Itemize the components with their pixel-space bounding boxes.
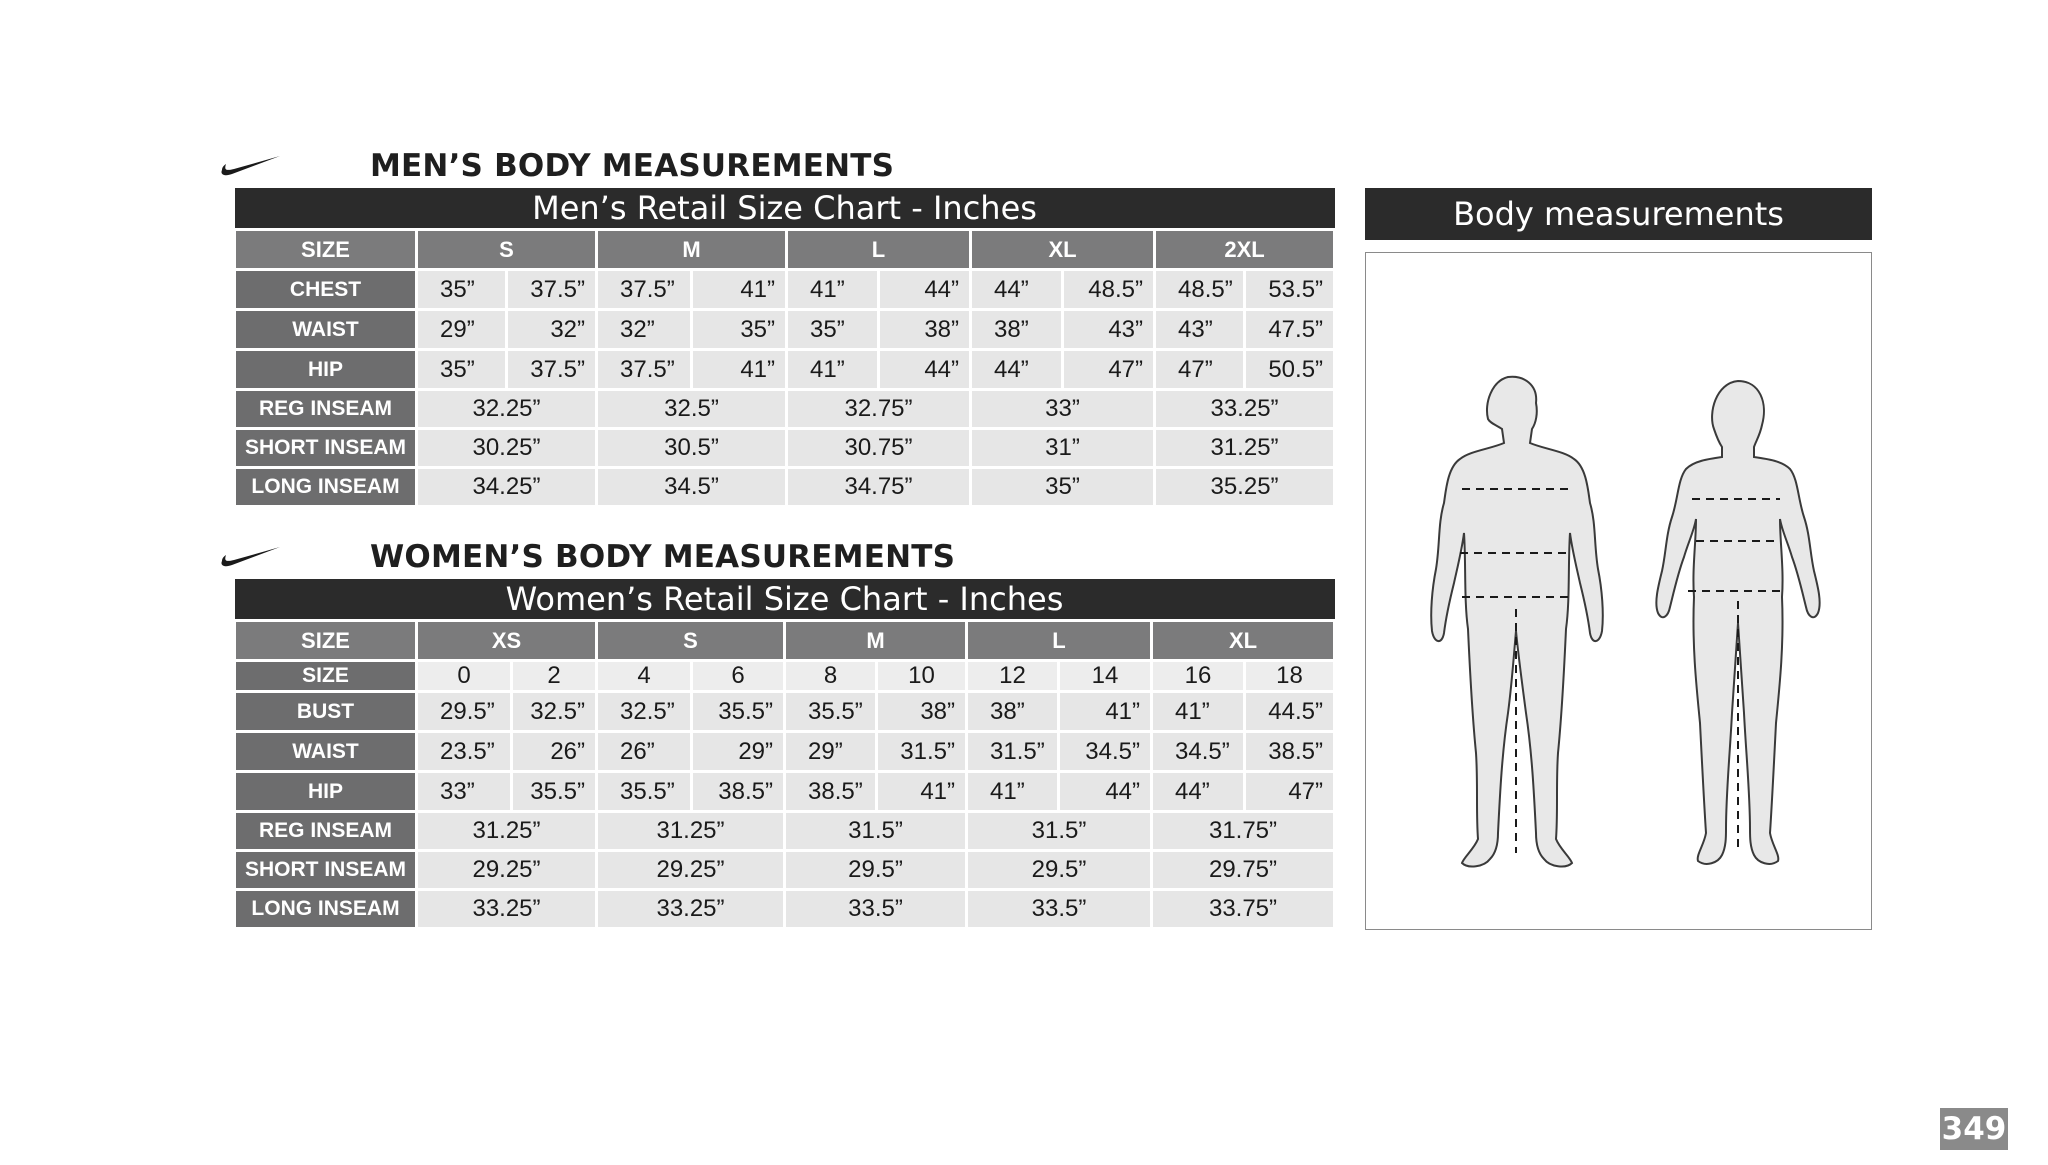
mens-measurement-cell: 34.25” <box>417 468 597 507</box>
mens-measurement-cell: 41” <box>692 350 787 390</box>
body-figures-box <box>1365 252 1872 930</box>
womens-measurement-cell: 41” <box>1059 692 1152 732</box>
mens-measurement-cell: 44” <box>971 350 1063 390</box>
body-figures-illustration <box>1366 253 1871 929</box>
womens-measurement-cell: 33.25” <box>597 890 785 929</box>
womens-measurement-cell: 38.5” <box>785 772 877 812</box>
womens-numeric-size: 14 <box>1059 661 1152 692</box>
mens-row-label: REG INSEAM <box>235 390 417 429</box>
womens-measurement-cell: 31.25” <box>597 812 785 851</box>
womens-measurement-cell: 32.5” <box>512 692 597 732</box>
mens-measurement-cell: 32.75” <box>787 390 971 429</box>
mens-size-label: SIZE <box>235 230 417 270</box>
page-number: 349 <box>1940 1108 2008 1150</box>
womens-measurement-cell: 26” <box>597 732 692 772</box>
mens-measurement-cell: 35” <box>417 270 507 310</box>
mens-measurement-cell: 41” <box>787 350 879 390</box>
mens-size-header: S <box>417 230 597 270</box>
mens-measurement-cell: 47” <box>1063 350 1155 390</box>
mens-measurement-cell: 41” <box>692 270 787 310</box>
womens-measurement-cell: 38.5” <box>692 772 785 812</box>
mens-measurement-cell: 30.75” <box>787 429 971 468</box>
womens-measurement-cell: 38” <box>877 692 967 732</box>
womens-measurement-cell: 34.5” <box>1152 732 1245 772</box>
womens-measurement-cell: 29” <box>785 732 877 772</box>
mens-row-label: LONG INSEAM <box>235 468 417 507</box>
womens-measurement-cell: 44” <box>1059 772 1152 812</box>
womens-numeric-size: 0 <box>417 661 512 692</box>
mens-measurement-cell: 35” <box>417 350 507 390</box>
womens-measurement-cell: 29.25” <box>417 851 597 890</box>
mens-section-heading <box>286 144 894 188</box>
womens-section-heading <box>286 535 955 579</box>
mens-measurement-cell: 37.5” <box>507 270 597 310</box>
mens-measurement-cell: 35” <box>787 310 879 350</box>
mens-measurement-cell: 37.5” <box>507 350 597 390</box>
womens-chart-title: Women’s Retail Size Chart - Inches <box>235 579 1335 621</box>
mens-measurement-cell: 32.5” <box>597 390 787 429</box>
mens-measurement-cell: 43” <box>1155 310 1245 350</box>
mens-measurement-cell: 47” <box>1155 350 1245 390</box>
womens-measurement-cell: 23.5” <box>417 732 512 772</box>
womens-measurement-cell: 29.25” <box>597 851 785 890</box>
womens-measurement-cell: 35.5” <box>512 772 597 812</box>
womens-measurement-cell: 29.75” <box>1152 851 1335 890</box>
mens-measurement-cell: 34.75” <box>787 468 971 507</box>
womens-measurement-cell: 31.5” <box>877 732 967 772</box>
womens-measurement-cell: 44.5” <box>1245 692 1335 732</box>
womens-measurement-cell: 44” <box>1152 772 1245 812</box>
womens-size-header: XL <box>1152 621 1335 661</box>
womens-size-header: L <box>967 621 1152 661</box>
mens-measurement-cell: 47.5” <box>1245 310 1335 350</box>
mens-row-label: WAIST <box>235 310 417 350</box>
swoosh-logo-icon <box>220 541 282 569</box>
womens-size-header: M <box>785 621 967 661</box>
mens-measurement-cell: 44” <box>879 350 971 390</box>
mens-measurement-cell: 50.5” <box>1245 350 1335 390</box>
womens-section-title: WOMEN’S BODY MEASUREMENTS <box>370 539 956 575</box>
womens-numeric-size: 6 <box>692 661 785 692</box>
womens-measurement-cell: 33.5” <box>785 890 967 929</box>
mens-measurement-cell: 31.25” <box>1155 429 1335 468</box>
womens-measurement-cell: 29.5” <box>417 692 512 732</box>
womens-size-header: XS <box>417 621 597 661</box>
mens-size-header: 2XL <box>1155 230 1335 270</box>
womens-numeric-size: 16 <box>1152 661 1245 692</box>
mens-row-label: CHEST <box>235 270 417 310</box>
womens-measurement-cell: 31.5” <box>785 812 967 851</box>
womens-measurement-cell: 38” <box>967 692 1059 732</box>
womens-numeric-size: 10 <box>877 661 967 692</box>
mens-measurement-cell: 30.5” <box>597 429 787 468</box>
mens-measurement-cell: 32” <box>597 310 692 350</box>
mens-row-label: SHORT INSEAM <box>235 429 417 468</box>
body-measurements-title: Body measurements <box>1365 188 1872 240</box>
womens-row-label: WAIST <box>235 732 417 772</box>
womens-row-label: REG INSEAM <box>235 812 417 851</box>
womens-measurement-cell: 33.25” <box>417 890 597 929</box>
body-measurements-panel <box>1365 188 1872 240</box>
womens-row-label: HIP <box>235 772 417 812</box>
mens-chart-title: Men’s Retail Size Chart - Inches <box>235 188 1335 230</box>
womens-size-header: S <box>597 621 785 661</box>
mens-measurement-cell: 53.5” <box>1245 270 1335 310</box>
womens-row-label: SHORT INSEAM <box>235 851 417 890</box>
mens-measurement-cell: 35” <box>692 310 787 350</box>
womens-measurement-cell: 38.5” <box>1245 732 1335 772</box>
womens-numeric-size: 4 <box>597 661 692 692</box>
mens-measurement-cell: 33.25” <box>1155 390 1335 429</box>
womens-measurement-cell: 31.5” <box>967 732 1059 772</box>
womens-numeric-size: 12 <box>967 661 1059 692</box>
womens-measurement-cell: 47” <box>1245 772 1335 812</box>
womens-measurement-cell: 31.25” <box>417 812 597 851</box>
mens-measurement-cell: 44” <box>879 270 971 310</box>
womens-measurement-cell: 34.5” <box>1059 732 1152 772</box>
womens-measurement-cell: 33” <box>417 772 512 812</box>
mens-measurement-cell: 41” <box>787 270 879 310</box>
womens-numeric-size: 8 <box>785 661 877 692</box>
womens-size-label: SIZE <box>235 621 417 661</box>
mens-measurement-cell: 35.25” <box>1155 468 1335 507</box>
womens-row-label: LONG INSEAM <box>235 890 417 929</box>
mens-measurement-cell: 33” <box>971 390 1155 429</box>
womens-measurement-cell: 29.5” <box>785 851 967 890</box>
mens-measurement-cell: 34.5” <box>597 468 787 507</box>
mens-measurement-cell: 48.5” <box>1155 270 1245 310</box>
mens-measurement-cell: 38” <box>971 310 1063 350</box>
mens-measurement-cell: 35” <box>971 468 1155 507</box>
mens-measurement-cell: 44” <box>971 270 1063 310</box>
mens-measurement-cell: 37.5” <box>597 270 692 310</box>
womens-measurement-cell: 35.5” <box>692 692 785 732</box>
mens-size-header: XL <box>971 230 1155 270</box>
mens-measurement-cell: 38” <box>879 310 971 350</box>
womens-measurement-cell: 41” <box>1152 692 1245 732</box>
womens-measurement-cell: 33.5” <box>967 890 1152 929</box>
swoosh-logo-icon <box>220 150 282 178</box>
womens-size-chart <box>233 579 1336 930</box>
mens-section-title: MEN’S BODY MEASUREMENTS <box>370 148 895 184</box>
womens-measurement-cell: 31.75” <box>1152 812 1335 851</box>
mens-size-header: L <box>787 230 971 270</box>
womens-row-label: BUST <box>235 692 417 732</box>
womens-numeric-size: 2 <box>512 661 597 692</box>
womens-measurement-cell: 33.75” <box>1152 890 1335 929</box>
mens-measurement-cell: 43” <box>1063 310 1155 350</box>
womens-measurement-cell: 31.5” <box>967 812 1152 851</box>
mens-row-label: HIP <box>235 350 417 390</box>
womens-numeric-size: 18 <box>1245 661 1335 692</box>
mens-measurement-cell: 30.25” <box>417 429 597 468</box>
womens-measurement-cell: 32.5” <box>597 692 692 732</box>
mens-measurement-cell: 37.5” <box>597 350 692 390</box>
mens-measurement-cell: 31” <box>971 429 1155 468</box>
mens-measurement-cell: 29” <box>417 310 507 350</box>
mens-measurement-cell: 32.25” <box>417 390 597 429</box>
womens-measurement-cell: 35.5” <box>785 692 877 732</box>
mens-size-header: M <box>597 230 787 270</box>
womens-measurement-cell: 41” <box>877 772 967 812</box>
womens-measurement-cell: 35.5” <box>597 772 692 812</box>
mens-measurement-cell: 48.5” <box>1063 270 1155 310</box>
womens-measurement-cell: 41” <box>967 772 1059 812</box>
mens-size-chart <box>233 188 1336 508</box>
mens-measurement-cell: 32” <box>507 310 597 350</box>
womens-measurement-cell: 29.5” <box>967 851 1152 890</box>
womens-measurement-cell: 26” <box>512 732 597 772</box>
womens-measurement-cell: 29” <box>692 732 785 772</box>
womens-numeric-size-label: SIZE <box>235 661 417 692</box>
